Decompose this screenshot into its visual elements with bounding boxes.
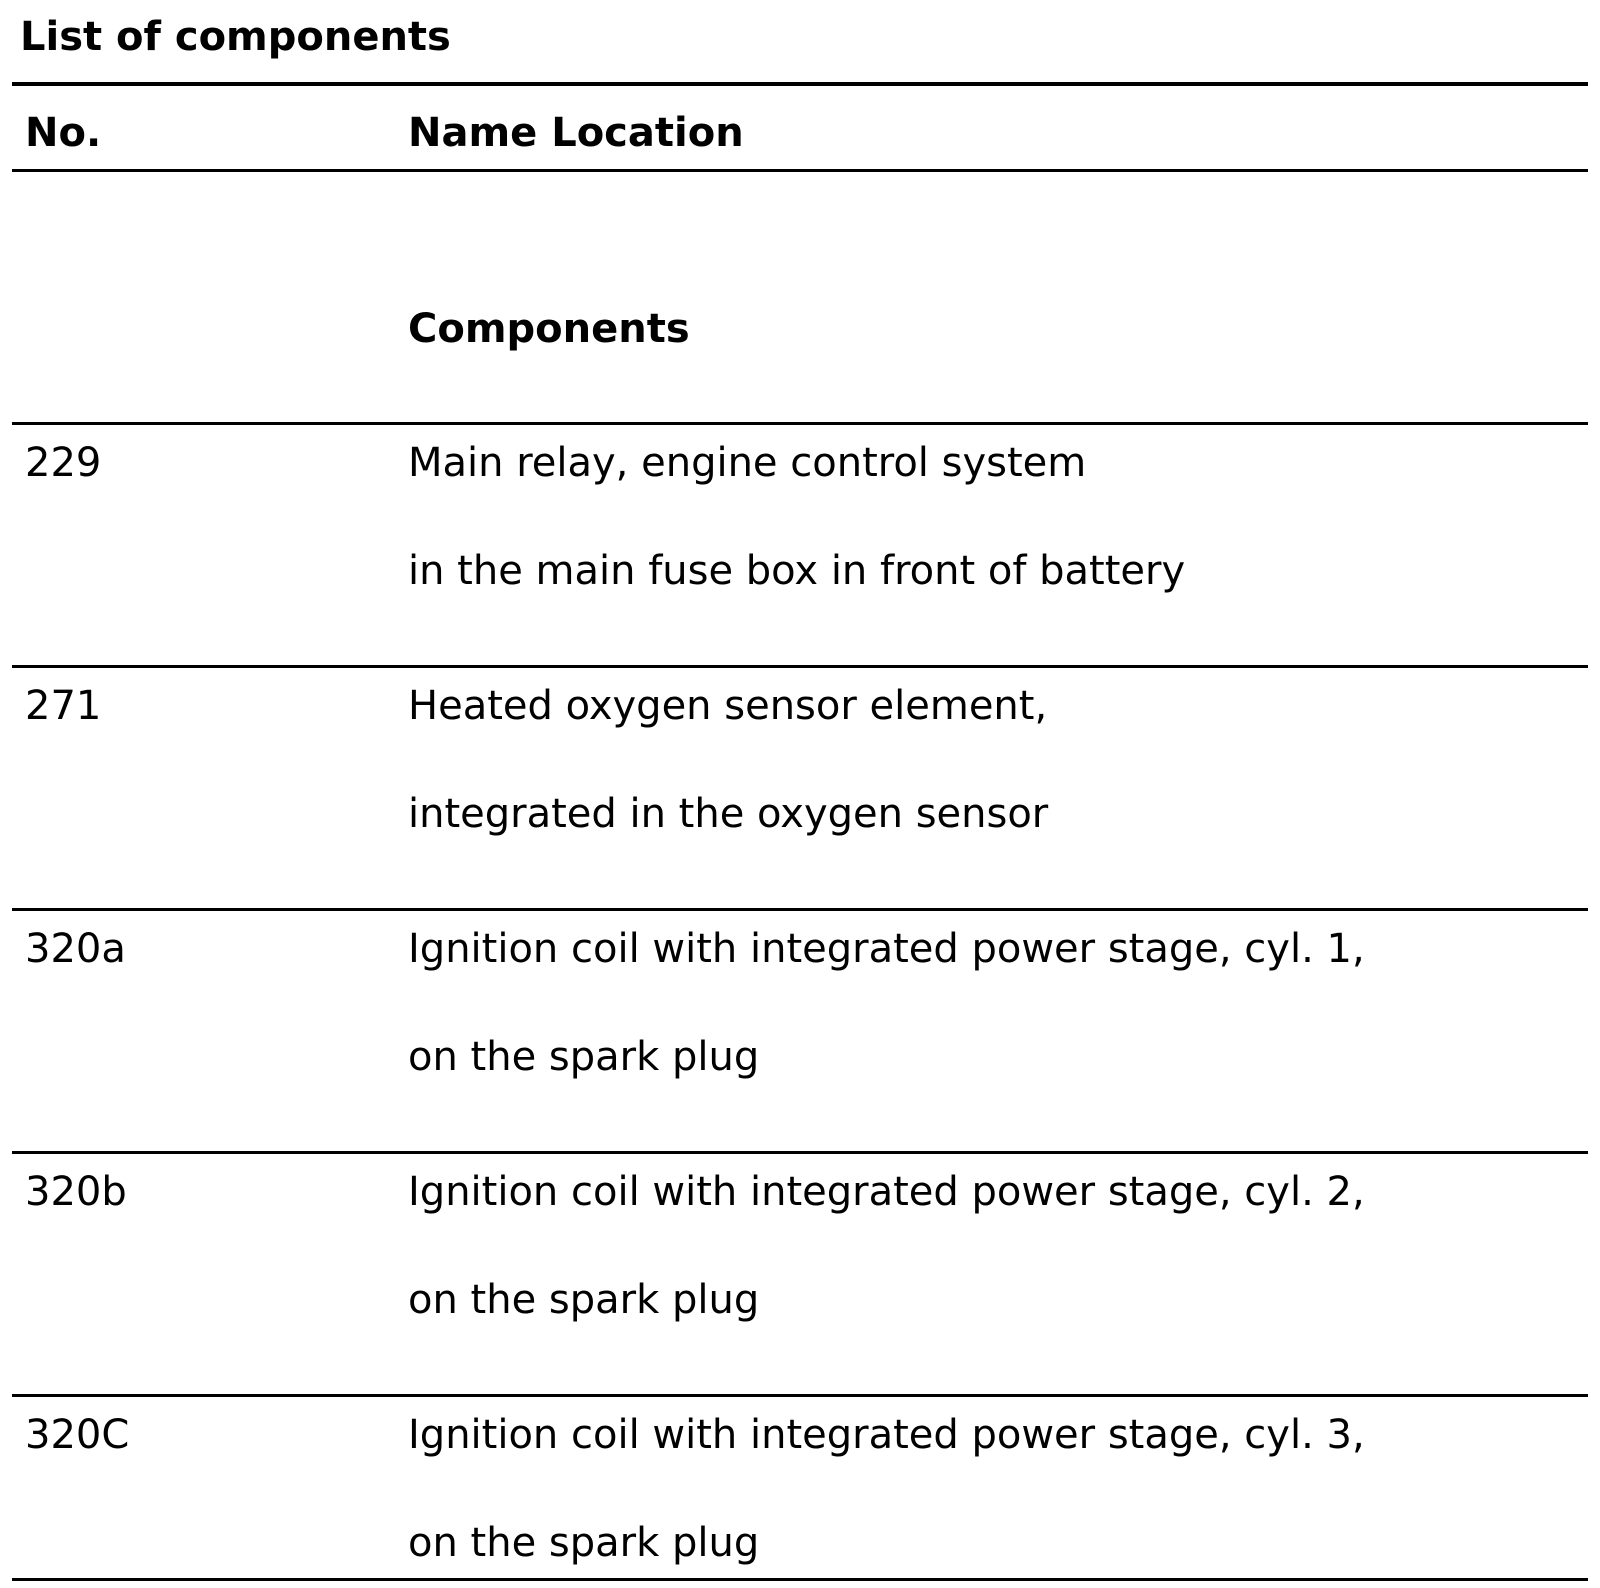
row-number: 320a [25, 926, 126, 972]
row-number: 320b [25, 1169, 127, 1215]
row-location: on the spark plug [408, 1277, 760, 1323]
column-header-name-location: Name Location [408, 110, 744, 156]
row-name: Ignition coil with integrated power stage, cyl. 2, [408, 1169, 1365, 1215]
row-divider [12, 1151, 1588, 1154]
table-bottom-rule [12, 1578, 1588, 1581]
row-divider [12, 422, 1588, 425]
row-divider [12, 665, 1588, 668]
table-top-rule [12, 82, 1588, 86]
row-location: on the spark plug [408, 1520, 760, 1566]
row-number: 320C [25, 1412, 130, 1458]
row-name: Main relay, engine control system [408, 440, 1087, 486]
section-heading: Components [408, 306, 690, 352]
row-location: on the spark plug [408, 1034, 760, 1080]
row-name: Ignition coil with integrated power stage, cyl. 1, [408, 926, 1365, 972]
row-number: 271 [25, 683, 102, 729]
row-number: 229 [25, 440, 102, 486]
document-title: List of components [20, 14, 451, 60]
row-divider [12, 1394, 1588, 1397]
row-divider [12, 908, 1588, 911]
column-header-no: No. [25, 110, 102, 156]
row-location: in the main fuse box in front of battery [408, 548, 1186, 594]
row-name: Heated oxygen sensor element, [408, 683, 1048, 729]
row-location: integrated in the oxygen sensor [408, 791, 1049, 837]
row-name: Ignition coil with integrated power stage, cyl. 3, [408, 1412, 1365, 1458]
header-bottom-rule [12, 169, 1588, 172]
